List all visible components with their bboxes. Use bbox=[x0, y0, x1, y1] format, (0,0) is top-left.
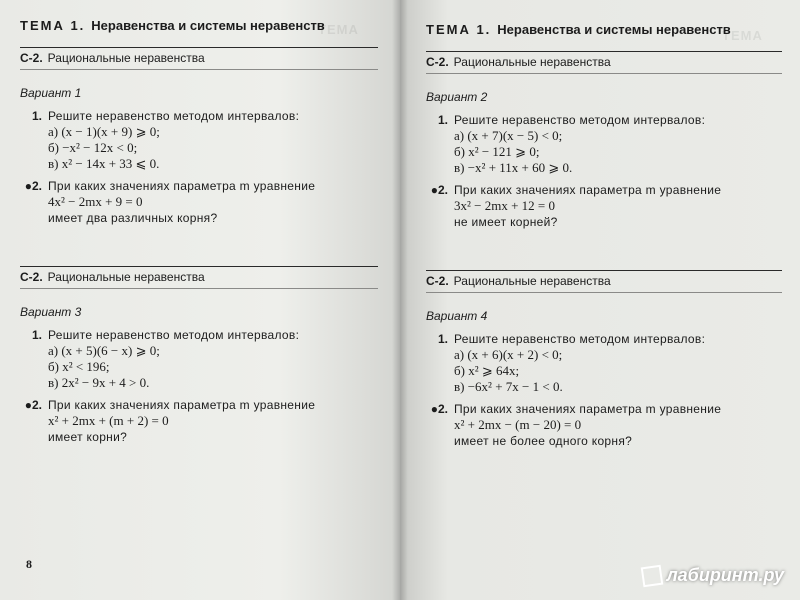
task-text: При каких значениях параметра m уравнение bbox=[454, 183, 722, 197]
task-item: а) (x + 6)(x + 2) < 0; bbox=[454, 347, 563, 362]
task-item: а) (x + 7)(x − 5) < 0; bbox=[454, 128, 563, 143]
task-number: 1. bbox=[31, 328, 42, 342]
section-code: С-2. bbox=[426, 55, 449, 69]
task-text: Решите неравенство методом интервалов: bbox=[454, 113, 706, 127]
task-item: в) −x² + 11x + 60 ⩾ 0. bbox=[454, 160, 573, 175]
task-text: Решите неравенство методом интервалов: bbox=[48, 109, 300, 123]
task-2 bbox=[426, 182, 782, 198]
task-equation: 4x² − 2mx + 9 = 0 bbox=[48, 194, 143, 209]
variant-label: Вариант 3 bbox=[20, 305, 82, 319]
labirint-logo-icon bbox=[641, 564, 664, 587]
variant-label: Вариант 2 bbox=[426, 90, 488, 104]
task-item: в) −6x² + 7x − 1 < 0. bbox=[454, 379, 563, 394]
task-equation: x² + 2mx + (m + 2) = 0 bbox=[48, 413, 169, 428]
task-text: Решите неравенство методом интервалов: bbox=[48, 328, 300, 342]
task-equation: 3x² − 2mx + 12 = 0 bbox=[454, 198, 556, 213]
watermark-text: лабиринт.ру bbox=[666, 565, 784, 585]
task-text: При каких значениях параметра m уравнение bbox=[48, 179, 316, 193]
task-number: ●2. bbox=[24, 179, 42, 193]
task-number: 1. bbox=[437, 113, 448, 127]
section-name: Рациональные неравенства bbox=[47, 51, 205, 65]
section-variant-1 bbox=[20, 47, 378, 226]
task-question: имеет не более одного корня? bbox=[454, 434, 633, 448]
watermark bbox=[642, 565, 784, 586]
bleed-through-text: ТЕМА bbox=[722, 28, 763, 43]
task-question: имеет корни? bbox=[48, 430, 128, 444]
variant-label: Вариант 1 bbox=[20, 86, 82, 100]
right-page bbox=[400, 0, 800, 600]
section-code: С-2. bbox=[20, 51, 43, 65]
task-number: 1. bbox=[437, 332, 448, 346]
task-text: Решите неравенство методом интервалов: bbox=[454, 332, 706, 346]
task-1 bbox=[426, 331, 782, 347]
section-heading bbox=[426, 51, 782, 74]
task-item: б) −x² − 12x < 0; bbox=[48, 140, 138, 155]
section-heading bbox=[426, 270, 782, 293]
task-item: б) x² − 121 ⩾ 0; bbox=[454, 144, 540, 159]
task-2 bbox=[426, 401, 782, 417]
task-2 bbox=[20, 397, 378, 413]
header-title: Неравенства и системы неравенств bbox=[91, 18, 325, 33]
task-item: б) x² ⩾ 64x; bbox=[454, 363, 520, 378]
variant-label: Вариант 4 bbox=[426, 309, 488, 323]
book-spine bbox=[392, 0, 408, 600]
task-1 bbox=[20, 108, 378, 124]
section-variant-4 bbox=[426, 270, 782, 449]
task-question: имеет два различных корня? bbox=[48, 211, 218, 225]
task-number: ●2. bbox=[430, 183, 448, 197]
section-heading bbox=[20, 47, 378, 70]
task-item: б) x² < 196; bbox=[48, 359, 110, 374]
task-question: не имеет корней? bbox=[454, 215, 558, 229]
section-code: С-2. bbox=[426, 274, 449, 288]
task-number: ●2. bbox=[24, 398, 42, 412]
task-item: а) (x − 1)(x + 9) ⩾ 0; bbox=[48, 124, 160, 139]
section-variant-3 bbox=[20, 266, 378, 445]
task-number: 1. bbox=[31, 109, 42, 123]
task-equation: x² + 2mx − (m − 20) = 0 bbox=[454, 417, 582, 432]
header-title: Неравенства и системы неравенств bbox=[497, 22, 731, 37]
header-tema: ТЕМА 1. bbox=[20, 18, 86, 33]
task-item: в) 2x² − 9x + 4 > 0. bbox=[48, 375, 150, 390]
header-tema: ТЕМА 1. bbox=[426, 22, 492, 37]
task-number: ●2. bbox=[430, 402, 448, 416]
section-variant-2 bbox=[426, 51, 782, 230]
section-name: Рациональные неравенства bbox=[453, 55, 611, 69]
task-text: При каких значениях параметра m уравнение bbox=[454, 402, 722, 416]
task-2 bbox=[20, 178, 378, 194]
bleed-through-text: ТЕМА bbox=[318, 22, 359, 37]
task-1 bbox=[20, 327, 378, 343]
section-heading bbox=[20, 266, 378, 289]
task-item: а) (x + 5)(6 − x) ⩾ 0; bbox=[48, 343, 160, 358]
section-name: Рациональные неравенства bbox=[47, 270, 205, 284]
task-text: При каких значениях параметра m уравнение bbox=[48, 398, 316, 412]
task-1 bbox=[426, 112, 782, 128]
page-number: 8 bbox=[26, 557, 32, 571]
task-item: в) x² − 14x + 33 ⩽ 0. bbox=[48, 156, 160, 171]
section-name: Рациональные неравенства bbox=[453, 274, 611, 288]
section-code: С-2. bbox=[20, 270, 43, 284]
